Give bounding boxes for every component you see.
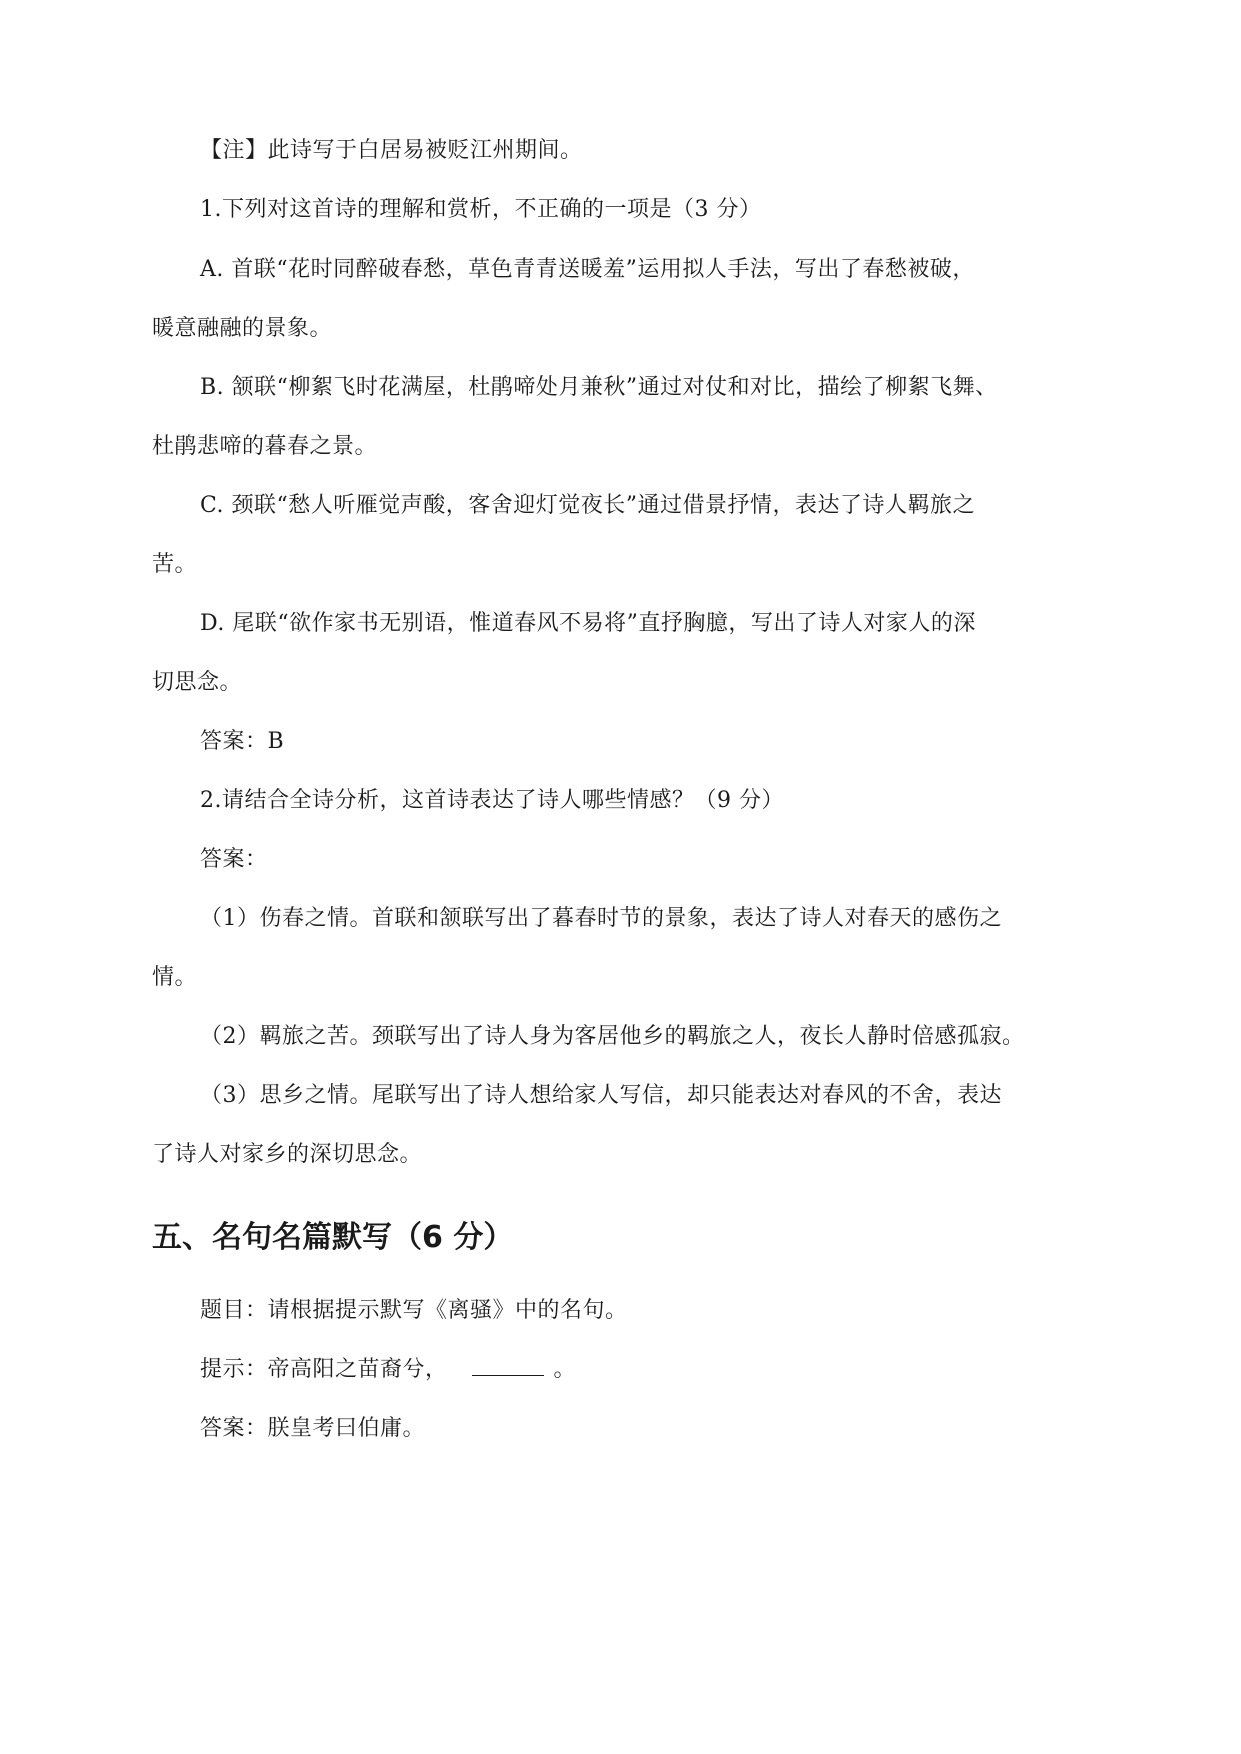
hint-prefix: 提示：帝高阳之苗裔兮， [200, 1357, 448, 1382]
option-d-line-1: D. 尾联“欲作家书无别语，惟道春风不易将”直抒胸臆，写出了诗人对家人的深 [200, 611, 976, 636]
question-2-answer-label: 答案： [200, 847, 268, 872]
answer-point-1-line-1: （1）伤春之情。首联和颔联写出了暮春时节的景象，表达了诗人对春天的感伤之 [200, 906, 1002, 931]
option-a-line-2: 暖意融融的景象。 [152, 316, 333, 341]
option-b-line-2: 杜鹃悲啼的暮春之景。 [152, 434, 378, 459]
section-5-hint [200, 1355, 576, 1385]
hint-suffix: 。 [553, 1357, 577, 1382]
question-2-stem: 2.请结合全诗分析，这首诗表达了诗人哪些情感？（9 分） [200, 788, 784, 813]
section-5-heading: 五、名句名篇默写（6 分） [152, 1220, 514, 1255]
option-a-line-1: A. 首联“花时同醉破春愁，草色青青送暖羞”运用拟人手法，写出了春愁被破， [200, 257, 975, 282]
question-1-answer: 答案：B [200, 729, 285, 754]
fill-in-blank [472, 1357, 544, 1376]
section-5-question: 题目：请根据提示默写《离骚》中的名句。 [200, 1298, 628, 1323]
option-d-line-2: 切思念。 [152, 670, 243, 695]
poem-note: 【注】此诗写于白居易被贬江州期间。 [200, 138, 583, 163]
question-1-stem: 1.下列对这首诗的理解和赏析，不正确的一项是（3 分） [200, 197, 762, 222]
option-c-line-1: C. 颈联“愁人听雁觉声酸，客舍迎灯觉夜长”通过借景抒情，表达了诗人羁旅之 [200, 493, 976, 518]
answer-point-3-line-2: 了诗人对家乡的深切思念。 [152, 1142, 423, 1167]
answer-point-1-line-2: 情。 [152, 965, 198, 990]
answer-point-2-line-1: （2）羁旅之苦。颈联写出了诗人身为客居他乡的羁旅之人，夜长人静时倍感孤寂。 [200, 1024, 1025, 1049]
option-c-line-2: 苦。 [152, 552, 198, 577]
option-b-line-1: B. 颔联“柳絮飞时花满屋，杜鹃啼处月兼秋”通过对仗和对比，描绘了柳絮飞舞、 [200, 375, 998, 400]
section-5-answer: 答案：朕皇考曰伯庸。 [200, 1416, 426, 1441]
answer-point-3-line-1: （3）思乡之情。尾联写出了诗人想给家人写信，却只能表达对春风的不舍，表达 [200, 1083, 1002, 1108]
